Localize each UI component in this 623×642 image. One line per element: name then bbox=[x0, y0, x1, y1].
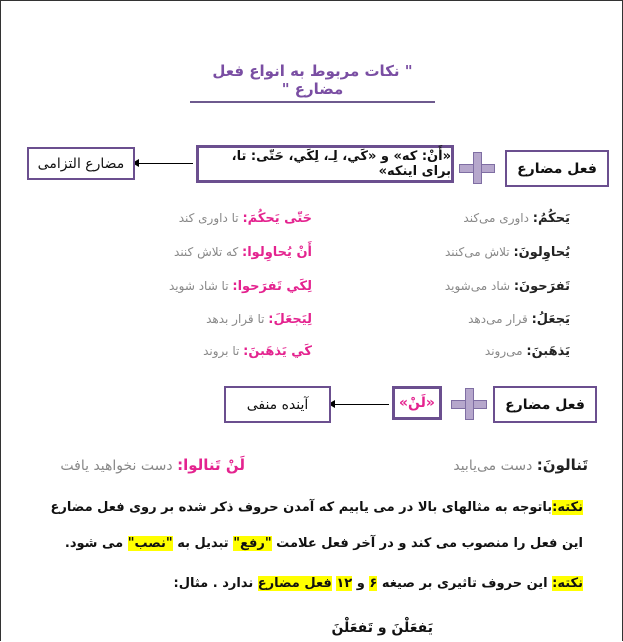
note-2: نکته: این حروف تاثیری بر صیغه ۶ و ۱۲ فعل مضارع ندارد . مثال: bbox=[173, 576, 583, 591]
example-5-left: یَذهَبنَ: می‌روند bbox=[484, 344, 570, 359]
verb-box-2-label: فعل مضارع bbox=[505, 396, 585, 413]
example-4-right: لِیَجعَلَ: تا قرار بدهد bbox=[206, 312, 312, 327]
arrow-1 bbox=[138, 163, 193, 164]
verb-box-1-label: فعل مضارع bbox=[517, 160, 597, 177]
result-box-1-label: مضارع التزامی bbox=[37, 155, 125, 172]
example-2-left: یُحاوِلونَ: تلاش می‌کنند bbox=[444, 245, 570, 260]
plus-icon bbox=[459, 152, 495, 184]
example-2-right: أَنْ یُحاوِلوا: که تلاش کنند bbox=[174, 245, 312, 260]
result-box-1 bbox=[27, 147, 135, 180]
particles-box bbox=[196, 145, 454, 183]
lan-particle-box bbox=[392, 386, 442, 420]
note-1-line-2: این فعل را منصوب می کند و در آخر فعل علامت "رفع" تبدیل به "نصب" می شود. bbox=[64, 536, 583, 551]
arrow-2 bbox=[334, 404, 389, 405]
plus-icon bbox=[451, 388, 487, 420]
verb-box-1 bbox=[505, 150, 609, 187]
verb-box-2 bbox=[493, 386, 597, 423]
example-3-left: تَفرَحونَ: شاد می‌شوید bbox=[444, 279, 570, 294]
particles-box-label: «أَنْ: که» و «کَي، لِـ، لِکَي، حَتّی: تا، برای اینکه» bbox=[231, 149, 451, 179]
final-example: یَفعَلْنَ و تَفعَلْنَ bbox=[331, 620, 433, 636]
result-box-2-label: آینده منفی bbox=[246, 396, 309, 413]
example-1-left: یَحکُمُ: داوری می‌کند bbox=[463, 211, 570, 226]
note-1-line-1: نکته:باتوجه به مثالهای بالا در می یابیم که آمدن حروف ذکر شده بر روی فعل مضارع bbox=[50, 500, 583, 515]
lan-example-left: تَنالونَ: دست می‌یابید bbox=[453, 456, 588, 474]
example-3-right: لِکَي تَفرَحوا: تا شاد شوید bbox=[168, 279, 312, 294]
example-4-left: یَجعَلُ: قرار می‌دهد bbox=[468, 312, 570, 327]
page-title: " نکات مربوط به انواع فعل مضارع " bbox=[190, 62, 435, 103]
example-1-right: حَتّی یَحکُمَ: تا داوری کند bbox=[178, 211, 312, 226]
lan-particle-label: «لَنْ» bbox=[399, 395, 435, 411]
lan-example-right: لَنْ تَنالوا: دست نخواهید یافت bbox=[60, 456, 245, 474]
result-box-2 bbox=[224, 386, 331, 423]
example-5-right: کَي یَذهَبنَ: تا بروند bbox=[203, 344, 312, 359]
